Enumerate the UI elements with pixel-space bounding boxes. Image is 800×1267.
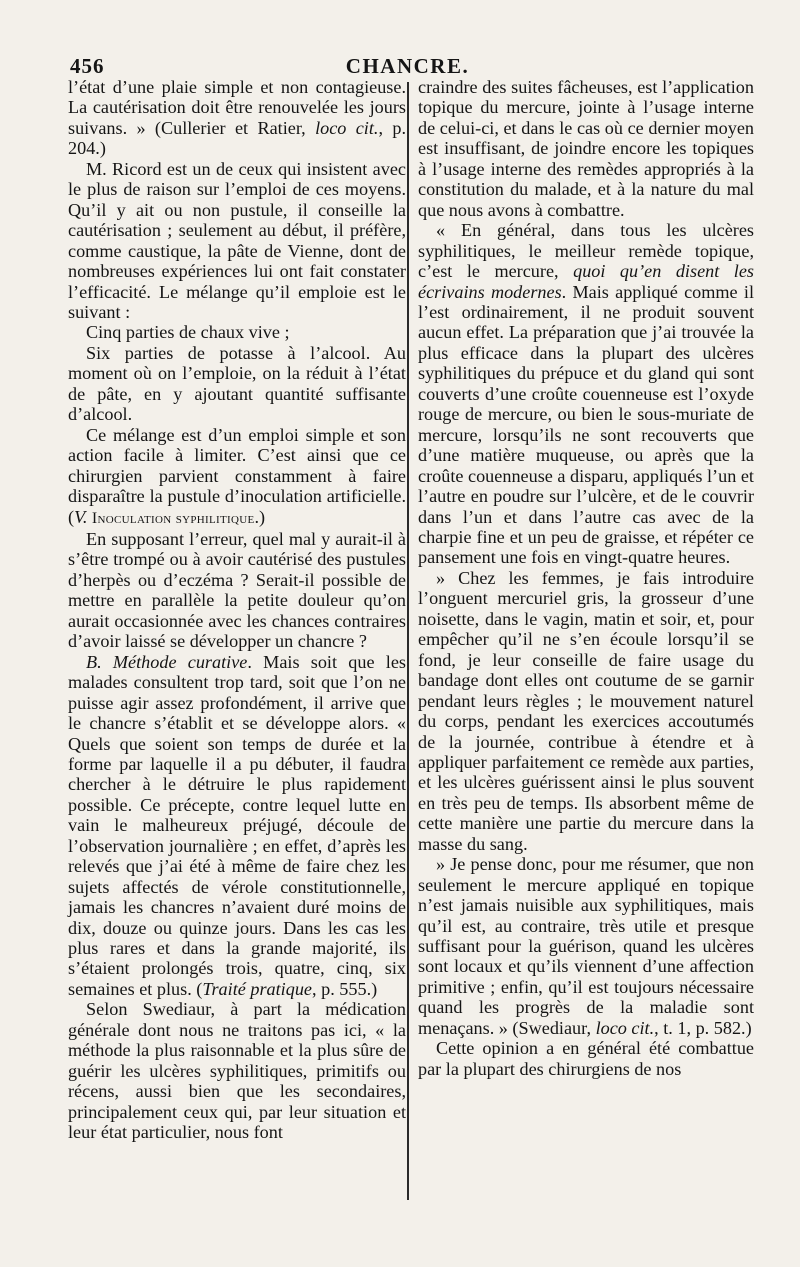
paragraph — [68, 322, 406, 342]
right-column — [418, 77, 754, 1079]
text-run: , t. 1, p. 582.) — [654, 1017, 752, 1038]
italic-text: loco cit. — [595, 1017, 655, 1038]
text-run: , p. 555.) — [312, 978, 378, 999]
running-title: CHANCRE. — [345, 54, 470, 78]
italic-text: Traité pratique — [202, 978, 312, 999]
italic-text: B. Méthode curative — [86, 651, 248, 672]
text-run: l’état d’une plaie simple et non contagieuse. La cautérisation doit être renouvelée les jours suivans. » (Cullerier et Ratier, — [68, 77, 406, 138]
paragraph — [68, 425, 406, 529]
text-run: . Mais appliqué comme il l’est ordinairement, il ne produit souvent aucun effet. La préparation que j’ai trouvée la plus efficace dans la plupart des ulcères syphilitiques du prépuce et du gland qui sont couverts d’une croûte couenneuse est l’oxyde rouge de mercure, ou bien le sous-muriate de mercure, lorsqu’ils ne sont recouverts que d’une matière muqueuse, ou après que la croûte couenneuse a disparu, appliqués l’un et l’autre en poudre sur l’ulcère, et de le couvrir dans l’un et dans l’autre cas avec de la charpie fine et un peu de graisse, et répéter ce pansement une fois en vingt-quatre heures. — [418, 281, 754, 568]
text-run: Ce mélange est d’un emploi simple et son action facile à limiter. C’est ainsi que ce chirurgien parvient constamment à faire disparaître la pustule d’inoculation artificielle. ( — [68, 424, 406, 527]
text-run: Cinq parties de chaux vive ; — [86, 322, 290, 343]
paragraph — [418, 1038, 754, 1079]
italic-text: V. — [74, 506, 88, 527]
text-run: Six parties de potasse à l’alcool. Au moment où on l’emploie, on la réduit à l’état de pâte, en y ajoutant quantité suffisante d’alcool. — [68, 342, 406, 425]
text-run: Cette opinion a en général été combattue par la plupart des chirurgiens de nos — [418, 1038, 754, 1079]
text-run: » Chez les femmes, je fais introduire l’onguent mercuriel gris, la grosseur d’une noisette, dans le vagin, matin et soir, et, pour empêcher qu’il ne s’en écoule lorsqu’il se fond, je leur conseille de faire usage du bandage dont elles ont coutume de se garnir pendant leurs règles ; le mouvement naturel du corps, pendant les exercices accoutumés de la journée, contribue à étendre et à appliquer parfaitement ce remède aux parties, et les ulcères guérissent ainsi le plus souvent en très peu de temps. Ils absorbent même de cette manière une partie du mercure dans la masse du sang. — [418, 567, 754, 854]
left-column — [68, 77, 406, 1143]
text-run: . Mais soit que les malades consultent trop tard, soit que l’on ne puisse agir assez profondément, il arrive que le chancre s’établit et se développe alors. « Quels que soient son temps de durée et la forme par laquelle il a pu débuter, il faudra chercher à le détruire le plus rapidement possible. Ce précepte, contre lequel lutte en vain le malheureux préjugé, découle de l’observation journalière ; en effet, d’après les relevés que j’ai été à même de faire chez les sujets affectés de vérole constitutionnelle, jamais les chancres n’avaient duré moins de dix, douze ou quinze jours. Dans les cas les plus rares et dans la grande majorité, ils s’étaient prolongés trois, quatre, cinq, six semaines et plus. ( — [68, 651, 406, 999]
text-run: En supposant l’erreur, quel mal y aurait-il à s’être trompé ou à avoir cautérisé des pustules d’herpès ou d’eczéma ? Serait-il possible de mettre en parallèle la petite douleur qu’on aurait occasionnée avec les chances contraires d’avoir laissé se développer un chancre ? — [68, 528, 406, 652]
paragraph — [418, 854, 754, 1038]
text-run: Selon Swediaur, à part la médication générale dont nous ne traitons pas ici, « la méthode la plus raisonnable et la plus sûre de guérir les ulcères syphilitiques, primitifs ou récens, aussi bien que les secondaires, principalement ceux qui, par leur situation et leur état particulier, nous font — [68, 999, 406, 1143]
text-run: » Je pense donc, pour me résumer, que non seulement le mercure appliqué en topique n’est jamais nuisible aux syphilitiques, mais qu’il est, au contraire, très utile et presque suffisant pour la guérison, quand les ulcères sont locaux et qu’ils viennent d’une affection primitive ; enfin, qu’il est toujours nécessaire quand les progrès de la maladie sont menaçans. » (Swediaur, — [418, 854, 754, 1038]
paragraph — [418, 77, 754, 220]
paragraph — [68, 652, 406, 1000]
text-run: , p. 204.) — [68, 117, 407, 159]
text-run: craindre des suites fâcheuses, est l’application topique du mercure, jointe à l’usage interne de celui-ci, et dans le cas où ce dernier moyen est insuffisant, de joindre encore les topiques à l’usage interne des remèdes appropriés à la constitution du malade, et à la nature du mal que nous avons à combattre. — [418, 77, 754, 220]
text-run: .) — [254, 506, 266, 527]
italic-text: quoi qu’en disent les écrivains modernes — [418, 261, 754, 302]
small-caps-text: Inoculation syphilitique — [91, 509, 255, 527]
paragraph — [68, 343, 406, 425]
text-run: M. Ricord est un de ceux qui insistent avec le plus de raison sur l’emploi de ces moyens. Qu’il y ait ou non pustule, il conseille la cautérisation ; seulement au début, il préfère, comme caustique, la pâte de Vienne, dont de nombreuses expériences lui ont fait constater l’efficacité. Le mélange qu’il emploie est le suivant : — [68, 158, 406, 322]
paragraph — [68, 529, 406, 652]
paragraph — [418, 220, 754, 568]
paragraph — [418, 568, 754, 854]
text-run: « En général, dans tous les ulcères syphilitiques, le meilleur remède topique, c’est le mercure, — [418, 220, 754, 282]
paragraph — [68, 999, 406, 1142]
paragraph — [68, 77, 406, 159]
italic-text: loco cit. — [315, 117, 379, 138]
column-divider — [407, 82, 409, 1200]
page-number: 456 — [70, 54, 105, 78]
paragraph — [68, 159, 406, 323]
